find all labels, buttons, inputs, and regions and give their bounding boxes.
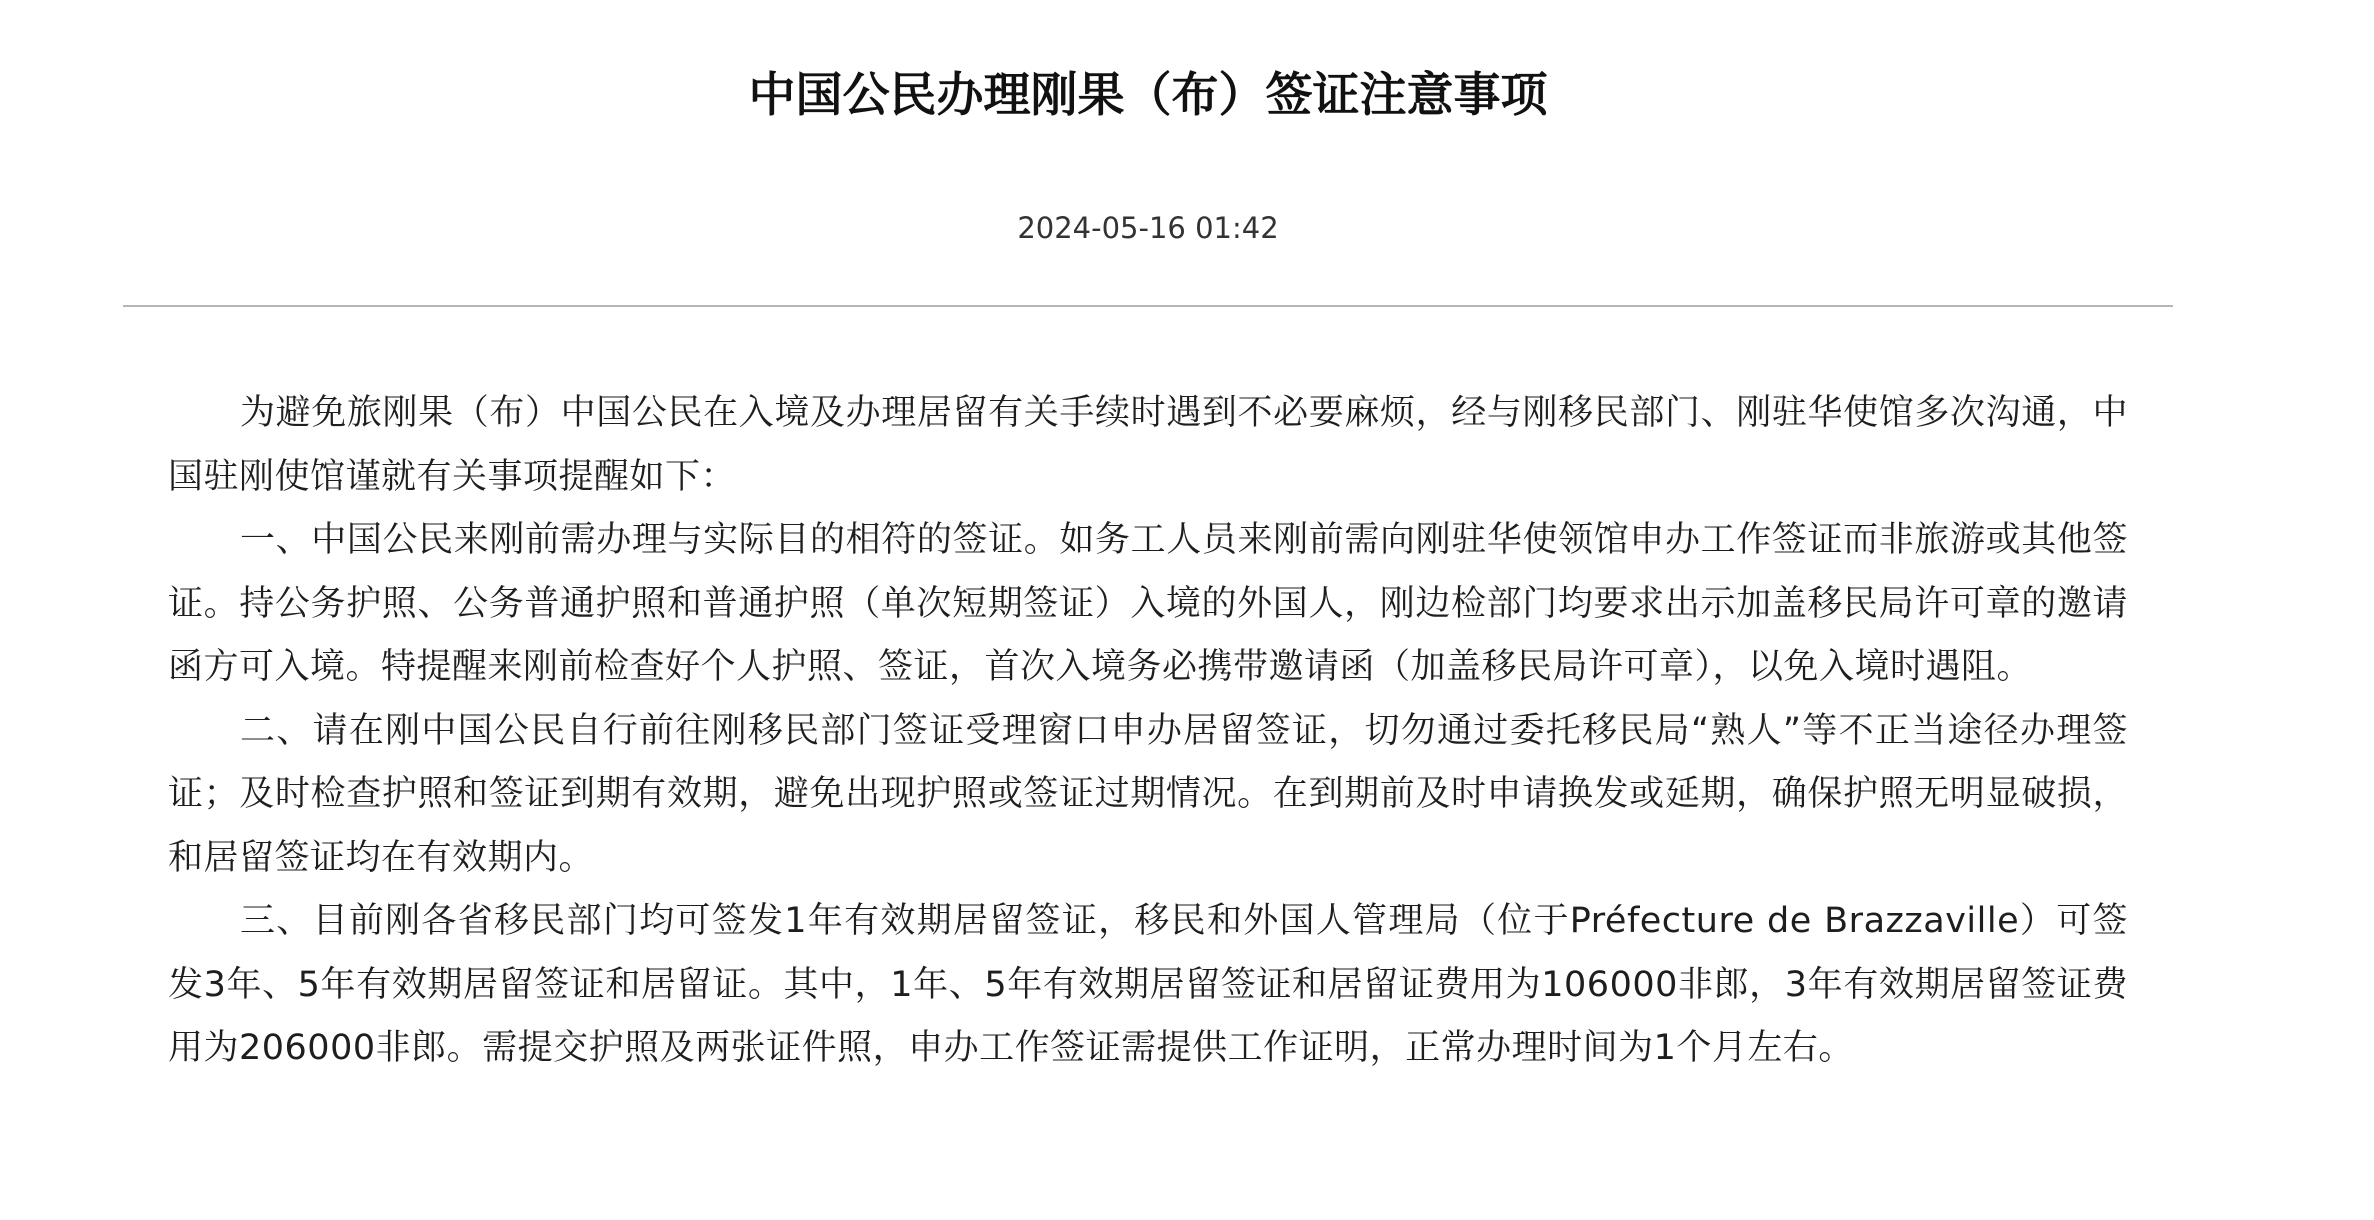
paragraph-item-2: 二、请在刚中国公民自行前往刚移民部门签证受理窗口申办居留签证，切勿通过委托移民局“熟人”等不正当途径办理签证；及时检查护照和签证到期有效期，避免出现护照或签证过期情况。在到期前及时申请换发或延期，确保护照无明显破损，和居留签证均在有效期内。 bbox=[168, 710, 2128, 878]
paragraph-intro: 为避免旅刚果（布）中国公民在入境及办理居留有关手续时遇到不必要麻烦，经与刚移民部门、刚驻华使馆多次沟通，中国驻刚使馆谨就有关事项提醒如下： bbox=[168, 393, 2128, 497]
publish-date: 2024-05-16 01:42 bbox=[1017, 211, 1279, 245]
paragraph-item-1: 一、中国公民来刚前需办理与实际目的相符的签证。如务工人员来刚前需向刚驻华使领馆申办工作签证而非旅游或其他签证。持公务护照、公务普通护照和普通护照（单次短期签证）入境的外国人，刚边检部门均要求出示加盖移民局许可章的邀请函方可入境。特提醒来刚前检查好个人护照、签证，首次入境务必携带邀请函（加盖移民局许可章），以免入境时遇阻。 bbox=[168, 520, 2128, 687]
article-body bbox=[168, 382, 2128, 1081]
article-title: 中国公民办理刚果（布）签证注意事项 bbox=[748, 68, 1548, 123]
divider bbox=[123, 305, 2173, 307]
paragraph-item-3: 三、目前刚各省移民部门均可签发1年有效期居留签证，移民和外国人管理局（位于Préfecture de Brazzaville）可签发3年、5年有效期居留签证和居留证。其中，1年、5年有效期居留签证和居留证费用为106000非郎，3年有效期居留签证费用为206000非郎。需提交护照及两张证件照，申办工作签证需提供工作证明，正常办理时间为1个月左右。 bbox=[168, 901, 2128, 1068]
